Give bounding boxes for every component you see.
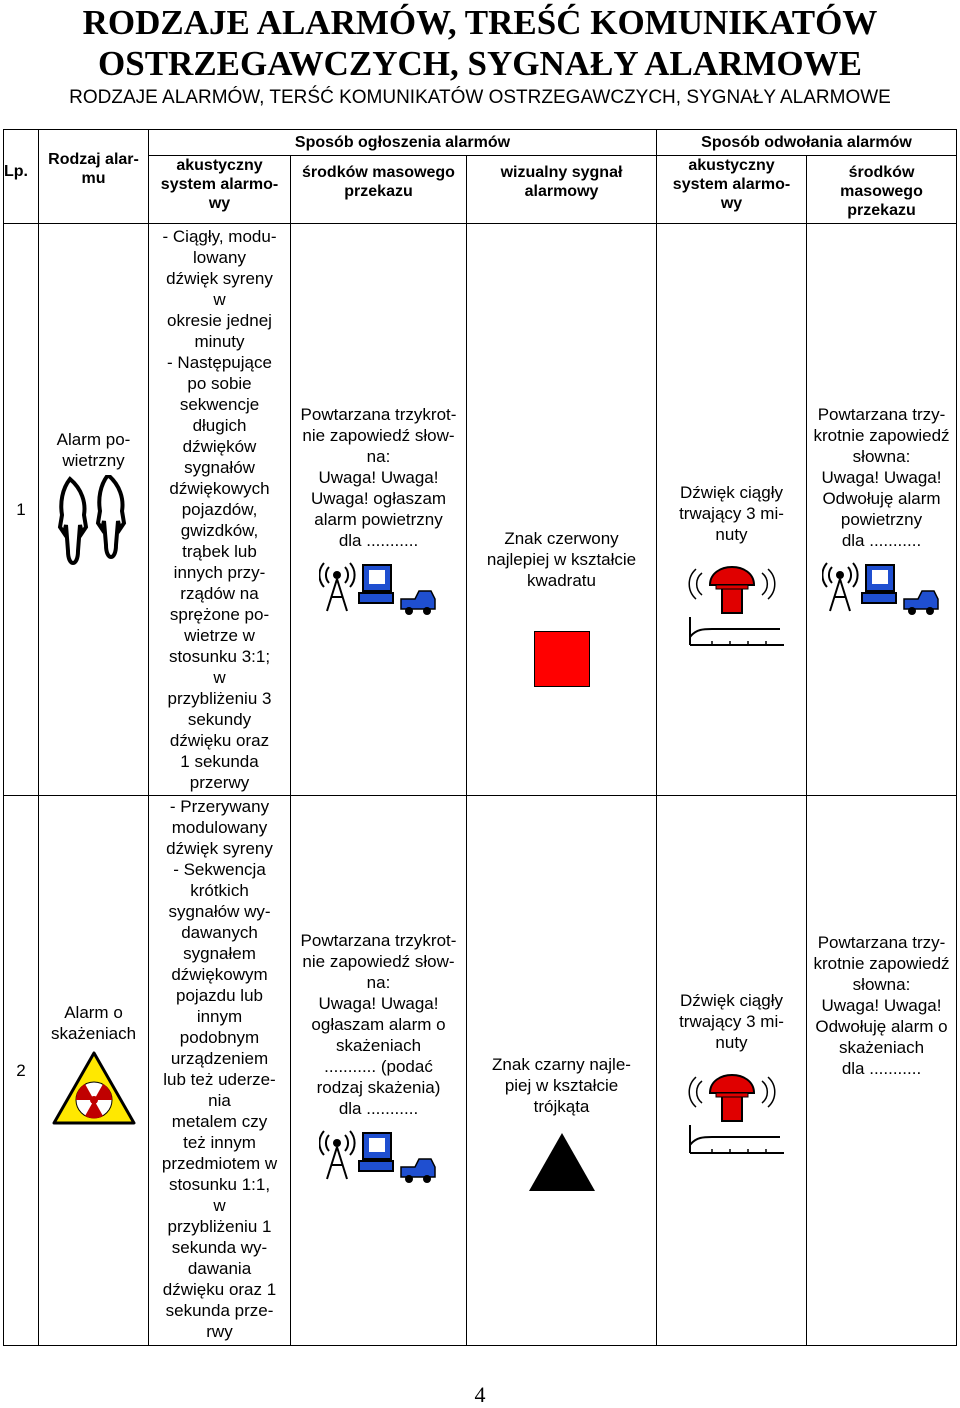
media-broadcast-icon bbox=[319, 1129, 439, 1185]
table-row bbox=[4, 224, 957, 796]
media-cancel-cell bbox=[807, 796, 957, 1346]
media-announcement-cell bbox=[291, 224, 467, 796]
red-square-sign bbox=[534, 631, 590, 687]
page-subtitle: RODZAJE ALARMÓW, TERŚĆ KOMUNIKATÓW OSTRZEGAWCZYCH, SYGNAŁY ALARMOWE bbox=[69, 87, 891, 108]
alarm-type-label: Alarm po- wietrzny bbox=[56, 430, 131, 470]
visual-signal-cell bbox=[467, 796, 657, 1346]
black-triangle-sign bbox=[527, 1131, 597, 1193]
header-lp: Lp. bbox=[4, 130, 39, 224]
acoustic-cancel-cell bbox=[657, 796, 807, 1346]
acoustic-cancel-text: Dźwięk ciągły trwający 3 mi- nuty bbox=[679, 991, 784, 1052]
table-row bbox=[4, 796, 957, 1346]
media-cancel-icons bbox=[807, 561, 956, 617]
alarm-type-cell bbox=[39, 796, 149, 1346]
rocket-icon bbox=[54, 475, 134, 575]
visual-signal-text: Znak czarny najle- piej w kształcie trójkąta bbox=[492, 1055, 631, 1116]
page-title-line-2: OSTRZEGAWCZYCH, SYGNAŁY ALARMOWE bbox=[98, 44, 862, 83]
media-icons bbox=[291, 1129, 466, 1185]
siren-icon bbox=[672, 1059, 792, 1159]
acoustic-announcement-cell: - Przerywany modulowany dźwięk syreny - Sekwencja krótkich sygnałów wy- dawanych sygnałem dźwiękowym pojazdu lub innym podobnym urządzeniem lub też uderze- nia metalem czy też innym przedmiotem w stosunku 1:1, w przybliżeniu 1 sekunda wy- dawania dźwięku oraz 1 sekunda prze- rwy bbox=[149, 796, 291, 1346]
header-rodzaj: Rodzaj alar- mu bbox=[39, 130, 149, 224]
visual-signal-text: Znak czerwony najlepiej w kształcie kwadratu bbox=[486, 529, 637, 590]
row-number: 1 bbox=[4, 224, 39, 796]
acoustic-cancel-cell bbox=[657, 224, 807, 796]
alarm-type-cell bbox=[39, 224, 149, 796]
alarm-table bbox=[3, 129, 957, 1346]
page-number: 4 bbox=[474, 1382, 486, 1407]
header-wizualny: wizualny sygnał alarmowy bbox=[467, 156, 657, 224]
acoustic-cancel-text: Dźwięk ciągły trwający 3 mi- nuty bbox=[679, 483, 784, 544]
visual-signal-cell bbox=[467, 224, 657, 796]
media-announcement-cell bbox=[291, 796, 467, 1346]
header-ogloszenie: Sposób ogłoszenia alarmów bbox=[149, 130, 657, 156]
media-broadcast-icon bbox=[319, 561, 439, 617]
page-title-line-1: RODZAJE ALARMÓW, TREŚĆ KOMUNIKATÓW bbox=[82, 3, 878, 42]
header-masowy: środków masowego przekazu bbox=[291, 156, 467, 224]
header-akustyczny-odwolanie: akustyczny system alarmo- wy bbox=[657, 156, 807, 224]
media-cancel-text: Powtarzana trzy- krotnie zapowiedź słowna: Uwaga! Uwaga! Odwołuję alarm o skażeniach dla ........... bbox=[813, 933, 950, 1078]
radiation-warning-icon bbox=[51, 1050, 137, 1126]
media-broadcast-icon bbox=[822, 561, 942, 617]
header-masowy-odwolanie: środków masowego przekazu bbox=[807, 156, 957, 224]
media-announcement-text: Powtarzana trzykrot- nie zapowiedź słow- na: Uwaga! Uwaga! ogłaszam alarm o skażeniach ........... (podać rodzaj skażenia) dla ........... bbox=[300, 931, 457, 1118]
media-cancel-text: Powtarzana trzy- krotnie zapowiedź słowna: Uwaga! Uwaga! Odwołuję alarm powietrzny dla ........... bbox=[813, 405, 950, 550]
header-odwolanie: Sposób odwołania alarmów bbox=[657, 130, 957, 156]
row-number: 2 bbox=[4, 796, 39, 1346]
siren-icon bbox=[672, 551, 792, 651]
alarm-type-label: Alarm o skażeniach bbox=[50, 1003, 137, 1043]
media-announcement-text: Powtarzana trzykrot- nie zapowiedź słow- na: Uwaga! Uwaga! Uwaga! ogłaszam alarm powietrzny dla ........... bbox=[300, 405, 457, 550]
media-icons bbox=[291, 561, 466, 617]
header-akustyczny: akustyczny system alarmo- wy bbox=[149, 156, 291, 224]
acoustic-announcement-cell: - Ciągły, modu- lowany dźwięk syreny w okresie jednej minuty - Następujące po sobie sekwencje długich dźwięków sygnałów dźwiękowych pojazdów, gwizdków, trąbek lub innych przy- rządów na sprężone po- wietrze w stosunku 3:1; w przybliżeniu 3 sekundy dźwięku oraz 1 sekunda przerwy bbox=[149, 224, 291, 796]
media-cancel-cell bbox=[807, 224, 957, 796]
